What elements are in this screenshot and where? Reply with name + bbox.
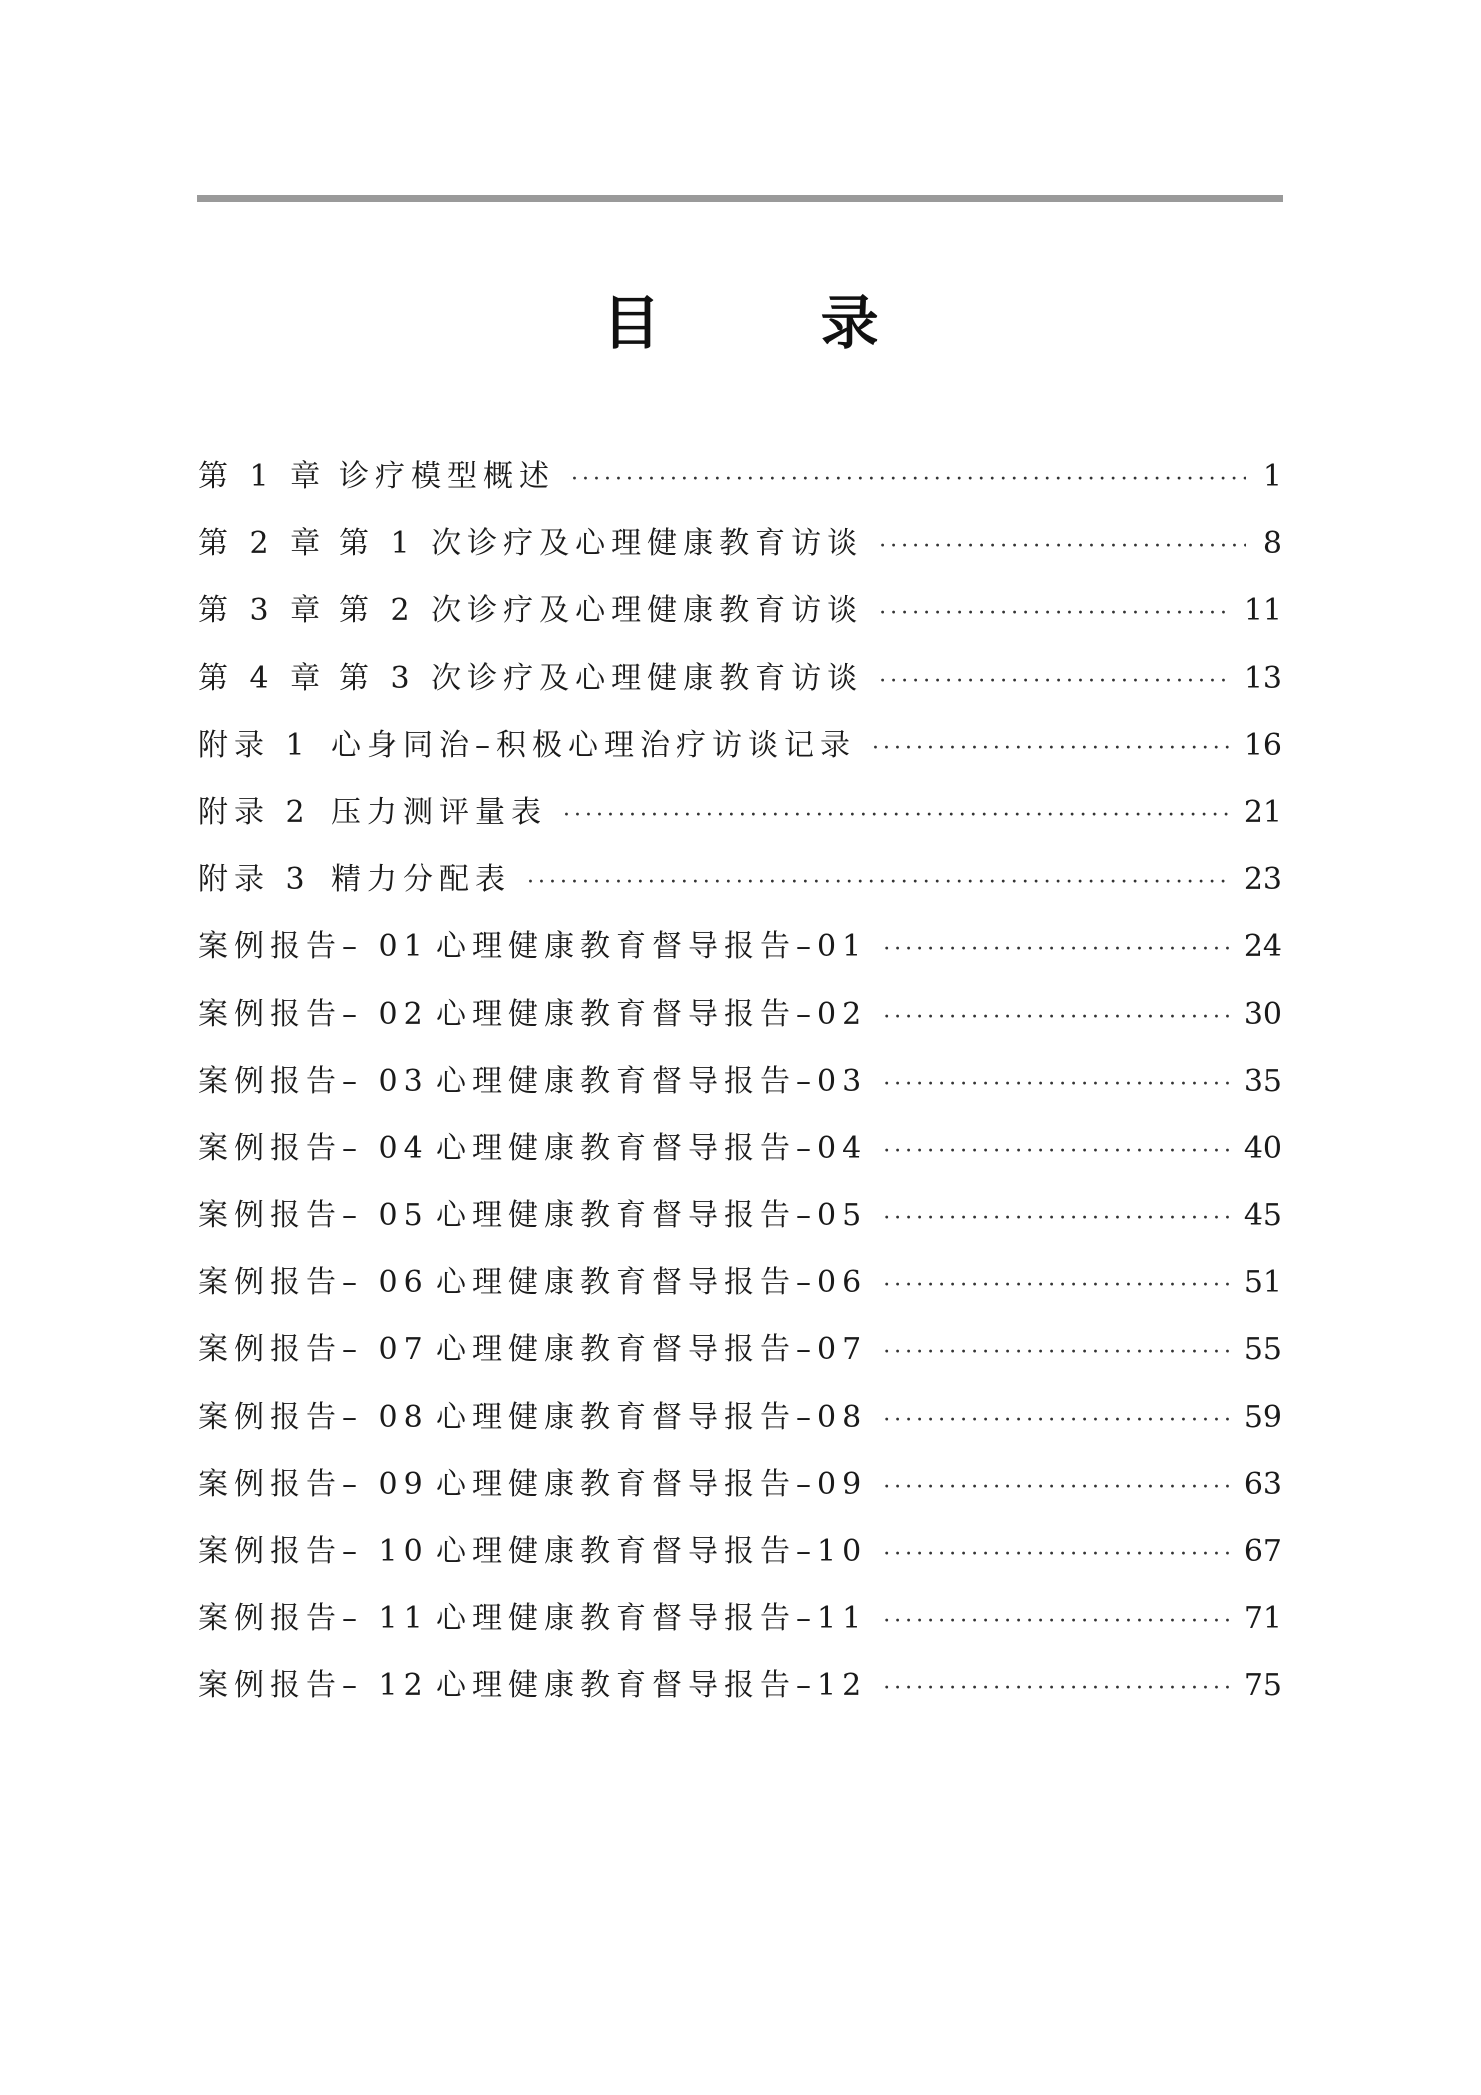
toc-entry-page: 63 bbox=[1243, 1466, 1282, 1502]
toc-entry[interactable] bbox=[198, 855, 1282, 922]
toc-entry-label: 案例报告– 06 bbox=[198, 1265, 429, 1301]
toc-entry[interactable] bbox=[198, 1594, 1282, 1661]
toc-dot-leader bbox=[883, 1194, 1230, 1244]
toc-entry-page: 30 bbox=[1243, 996, 1282, 1032]
toc-entry-title: 第 1 次诊疗及心理健康教育访谈 bbox=[339, 526, 864, 562]
toc-dot-leader bbox=[879, 522, 1246, 572]
toc-entry[interactable] bbox=[198, 1325, 1282, 1392]
toc-entry-label: 第 2 章 bbox=[198, 526, 327, 562]
toc-entry-page: 59 bbox=[1243, 1399, 1282, 1435]
table-of-contents bbox=[198, 452, 1282, 1729]
toc-entry[interactable] bbox=[198, 1460, 1282, 1527]
toc-dot-leader bbox=[883, 1597, 1230, 1647]
toc-entry-title: 心理健康教育督导报告–11 bbox=[436, 1601, 868, 1637]
page-title: 目 录 bbox=[602, 289, 949, 357]
toc-dot-leader bbox=[883, 1060, 1230, 1110]
toc-entry-title: 心理健康教育督导报告–10 bbox=[436, 1534, 868, 1569]
toc-entry-title: 精力分配表 bbox=[331, 862, 511, 898]
toc-entry-title: 心身同治–积极心理治疗访谈记录 bbox=[331, 727, 856, 763]
toc-entry-label: 附录 1 bbox=[198, 727, 311, 763]
toc-entry[interactable] bbox=[198, 1527, 1282, 1594]
toc-entry[interactable] bbox=[198, 1124, 1282, 1191]
toc-entry[interactable] bbox=[198, 922, 1282, 989]
toc-dot-leader bbox=[883, 925, 1230, 975]
toc-dot-leader bbox=[883, 993, 1230, 1043]
toc-dot-leader bbox=[883, 1396, 1230, 1446]
toc-entry[interactable] bbox=[198, 452, 1282, 519]
toc-entry-page: 21 bbox=[1243, 794, 1282, 830]
toc-entry-title: 心理健康教育督导报告–07 bbox=[436, 1332, 868, 1368]
toc-dot-leader bbox=[883, 1664, 1230, 1714]
toc-entry-title: 心理健康教育督导报告–05 bbox=[436, 1198, 868, 1234]
toc-entry-title: 诊疗模型概述 bbox=[339, 459, 555, 494]
toc-entry-label: 案例报告– 02 bbox=[198, 996, 429, 1032]
toc-dot-leader bbox=[883, 1328, 1230, 1378]
toc-entry-title: 心理健康教育督导报告–12 bbox=[436, 1668, 868, 1704]
toc-entry-page: 16 bbox=[1243, 727, 1282, 763]
toc-entry[interactable] bbox=[198, 1661, 1282, 1728]
toc-entry-page: 67 bbox=[1243, 1534, 1282, 1569]
toc-entry-page: 24 bbox=[1243, 929, 1282, 965]
toc-dot-leader bbox=[883, 1127, 1230, 1177]
toc-dot-leader bbox=[883, 1463, 1230, 1513]
toc-entry-page: 35 bbox=[1243, 1063, 1282, 1099]
toc-entry-label: 附录 3 bbox=[198, 862, 311, 898]
toc-dot-leader bbox=[879, 589, 1230, 639]
toc-entry-title: 压力测评量表 bbox=[331, 794, 547, 830]
toc-entry-page: 40 bbox=[1243, 1130, 1282, 1166]
toc-entry-title: 心理健康教育督导报告–02 bbox=[436, 996, 868, 1032]
toc-entry-label: 案例报告– 08 bbox=[198, 1399, 429, 1435]
toc-entry-title: 心理健康教育督导报告–04 bbox=[436, 1130, 868, 1166]
toc-entry[interactable] bbox=[198, 721, 1282, 788]
toc-entry[interactable] bbox=[198, 1393, 1282, 1460]
toc-dot-leader bbox=[527, 858, 1230, 908]
toc-entry[interactable] bbox=[198, 990, 1282, 1057]
toc-entry-title: 第 2 次诊疗及心理健康教育访谈 bbox=[339, 593, 864, 629]
toc-entry-label: 案例报告– 01 bbox=[198, 929, 429, 965]
toc-entry-label: 附录 2 bbox=[198, 794, 311, 830]
toc-entry-title: 心理健康教育督导报告–08 bbox=[436, 1399, 868, 1435]
toc-dot-leader bbox=[563, 791, 1230, 841]
toc-entry-label: 案例报告– 12 bbox=[198, 1668, 429, 1704]
toc-entry-page: 75 bbox=[1243, 1668, 1282, 1704]
toc-dot-leader bbox=[883, 1261, 1230, 1311]
toc-entry-page: 23 bbox=[1243, 862, 1282, 898]
toc-entry-label: 案例报告– 10 bbox=[198, 1534, 429, 1569]
toc-entry-page: 1 bbox=[1262, 459, 1282, 494]
toc-entry-page: 45 bbox=[1243, 1198, 1282, 1234]
top-rule bbox=[197, 195, 1283, 202]
toc-entry-page: 55 bbox=[1243, 1332, 1282, 1368]
toc-entry-label: 案例报告– 04 bbox=[198, 1130, 429, 1166]
toc-entry[interactable] bbox=[198, 586, 1282, 653]
toc-entry-page: 51 bbox=[1243, 1265, 1282, 1301]
toc-entry[interactable] bbox=[198, 1258, 1282, 1325]
toc-entry-title: 心理健康教育督导报告–06 bbox=[436, 1265, 868, 1301]
toc-dot-leader bbox=[883, 1530, 1230, 1580]
toc-entry-label: 第 4 章 bbox=[198, 660, 327, 696]
toc-entry[interactable] bbox=[198, 1057, 1282, 1124]
toc-entry-label: 案例报告– 05 bbox=[198, 1198, 429, 1234]
toc-dot-leader bbox=[571, 455, 1246, 505]
toc-dot-leader bbox=[879, 657, 1230, 707]
toc-entry-page: 11 bbox=[1243, 593, 1282, 629]
toc-dot-leader bbox=[872, 724, 1230, 774]
toc-entry[interactable] bbox=[198, 519, 1282, 586]
toc-entry-page: 8 bbox=[1262, 526, 1282, 562]
toc-entry-title: 心理健康教育督导报告–09 bbox=[436, 1466, 868, 1502]
toc-entry-label: 案例报告– 03 bbox=[198, 1063, 429, 1099]
toc-entry-page: 71 bbox=[1243, 1601, 1282, 1637]
toc-entry-title: 心理健康教育督导报告–03 bbox=[436, 1063, 868, 1099]
toc-entry-label: 案例报告– 11 bbox=[198, 1601, 429, 1637]
toc-entry-title: 心理健康教育督导报告–01 bbox=[436, 929, 868, 965]
toc-entry-label: 第 3 章 bbox=[198, 593, 327, 629]
toc-entry-page: 13 bbox=[1243, 660, 1282, 696]
toc-entry-label: 案例报告– 09 bbox=[198, 1466, 429, 1502]
toc-entry[interactable] bbox=[198, 1191, 1282, 1258]
toc-entry-label: 案例报告– 07 bbox=[198, 1332, 429, 1368]
toc-entry[interactable] bbox=[198, 788, 1282, 855]
toc-entry[interactable] bbox=[198, 654, 1282, 721]
toc-entry-label: 第 1 章 bbox=[198, 459, 327, 494]
toc-entry-title: 第 3 次诊疗及心理健康教育访谈 bbox=[339, 660, 864, 696]
